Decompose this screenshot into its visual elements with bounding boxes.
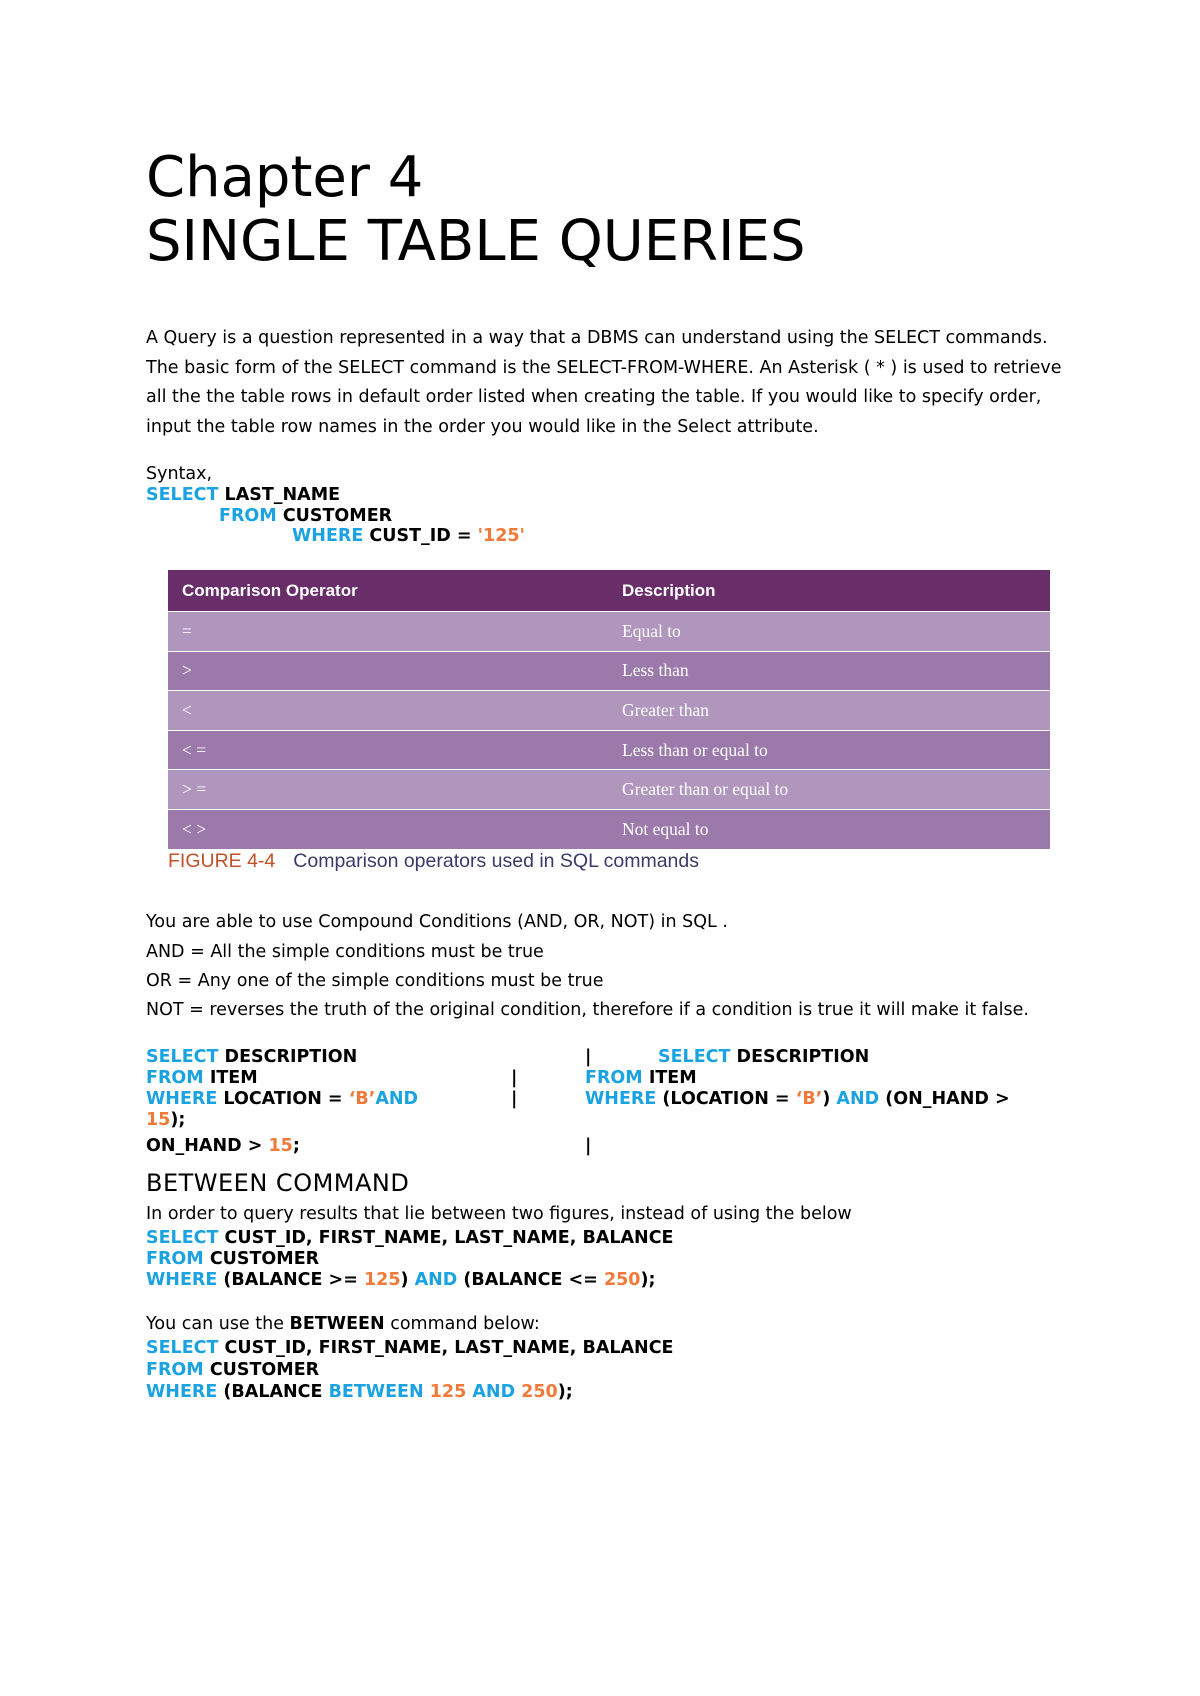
right-line-select: SELECT DESCRIPTION (658, 1047, 870, 1067)
column-separator: | (585, 1136, 592, 1156)
description-cell: Greater than (608, 691, 1050, 731)
description-cell: Less than or equal to (608, 730, 1050, 770)
between-q1-select: SELECT CUST_ID, FIRST_NAME, LAST_NAME, BALANCE (146, 1228, 674, 1248)
compound-not: NOT = reverses the truth of the original condition, therefore if a condition is true it will make it false. (146, 1000, 1029, 1020)
description-cell: Greater than or equal to (608, 770, 1050, 810)
table-row (168, 770, 1050, 810)
column-separator: | (511, 1089, 518, 1109)
right-line-from: FROM ITEM (585, 1068, 697, 1088)
chapter-subtitle: SINGLE TABLE QUERIES (146, 209, 806, 274)
syntax-line-select: SELECT LAST_NAME (146, 485, 341, 505)
between-heading: BETWEEN COMMAND (146, 1169, 410, 1197)
table-header-description: Description (608, 570, 1050, 612)
figure-caption-text: Comparison operators used in SQL commands (293, 850, 700, 872)
table-row (168, 651, 1050, 691)
comparison-operators-table (168, 570, 1050, 849)
left-line-value: 15); (146, 1110, 186, 1130)
description-cell: Less than (608, 651, 1050, 691)
operator-cell: < (168, 691, 608, 731)
between-q1-where: WHERE (BALANCE >= 125) AND (BALANCE <= 250); (146, 1270, 656, 1290)
compound-intro: You are able to use Compound Conditions (AND, OR, NOT) in SQL . (146, 912, 728, 932)
comparison-operators-figure (168, 570, 1050, 849)
column-separator: | (585, 1047, 592, 1067)
chapter-title: Chapter 4 (146, 145, 424, 210)
operator-cell: = (168, 612, 608, 652)
operator-cell: < > (168, 809, 608, 848)
description-cell: Not equal to (608, 809, 1050, 848)
left-line-onhand: ON_HAND > 15; (146, 1136, 300, 1156)
between-intro: In order to query results that lie between two figures, instead of using the below (146, 1204, 852, 1224)
table-row (168, 612, 1050, 652)
left-line-select: SELECT DESCRIPTION (146, 1047, 358, 1067)
operator-cell: > (168, 651, 608, 691)
column-separator: | (511, 1068, 518, 1088)
table-row (168, 730, 1050, 770)
syntax-line-from: FROM CUSTOMER (219, 506, 393, 526)
compound-and: AND = All the simple conditions must be true (146, 942, 544, 962)
syntax-label: Syntax, (146, 464, 213, 484)
left-line-where: WHERE LOCATION = ‘B’AND (146, 1089, 419, 1109)
figure-label: FIGURE 4-4 (168, 850, 276, 872)
table-header-operator: Comparison Operator (168, 570, 608, 612)
left-line-from: FROM ITEM (146, 1068, 258, 1088)
between-q1-from: FROM CUSTOMER (146, 1249, 320, 1269)
compound-or: OR = Any one of the simple conditions must be true (146, 971, 604, 991)
between-q2-from: FROM CUSTOMER (146, 1360, 320, 1380)
between-use-text: You can use the BETWEEN command below: (146, 1314, 540, 1334)
operator-cell: > = (168, 770, 608, 810)
right-line-where: WHERE (LOCATION = ‘B’) AND (ON_HAND > (585, 1089, 1010, 1109)
syntax-line-where: WHERE CUST_ID = '125' (292, 526, 525, 546)
description-cell: Equal to (608, 612, 1050, 652)
figure-caption (168, 850, 699, 873)
between-q2-select: SELECT CUST_ID, FIRST_NAME, LAST_NAME, BALANCE (146, 1338, 674, 1358)
intro-paragraph: A Query is a question represented in a way that a DBMS can understand using the SELECT commands. The basic form of the SELECT command is the SELECT-FROM-WHERE. An Asterisk ( * ) is used to retrieve all the the table rows in default order listed when creating the table. If you would like to specify order, input the table row names in the order you would like in the Select attribute. (146, 328, 1062, 437)
table-row (168, 691, 1050, 731)
operator-cell: < = (168, 730, 608, 770)
table-row (168, 809, 1050, 848)
between-q2-where: WHERE (BALANCE BETWEEN 125 AND 250); (146, 1382, 573, 1402)
